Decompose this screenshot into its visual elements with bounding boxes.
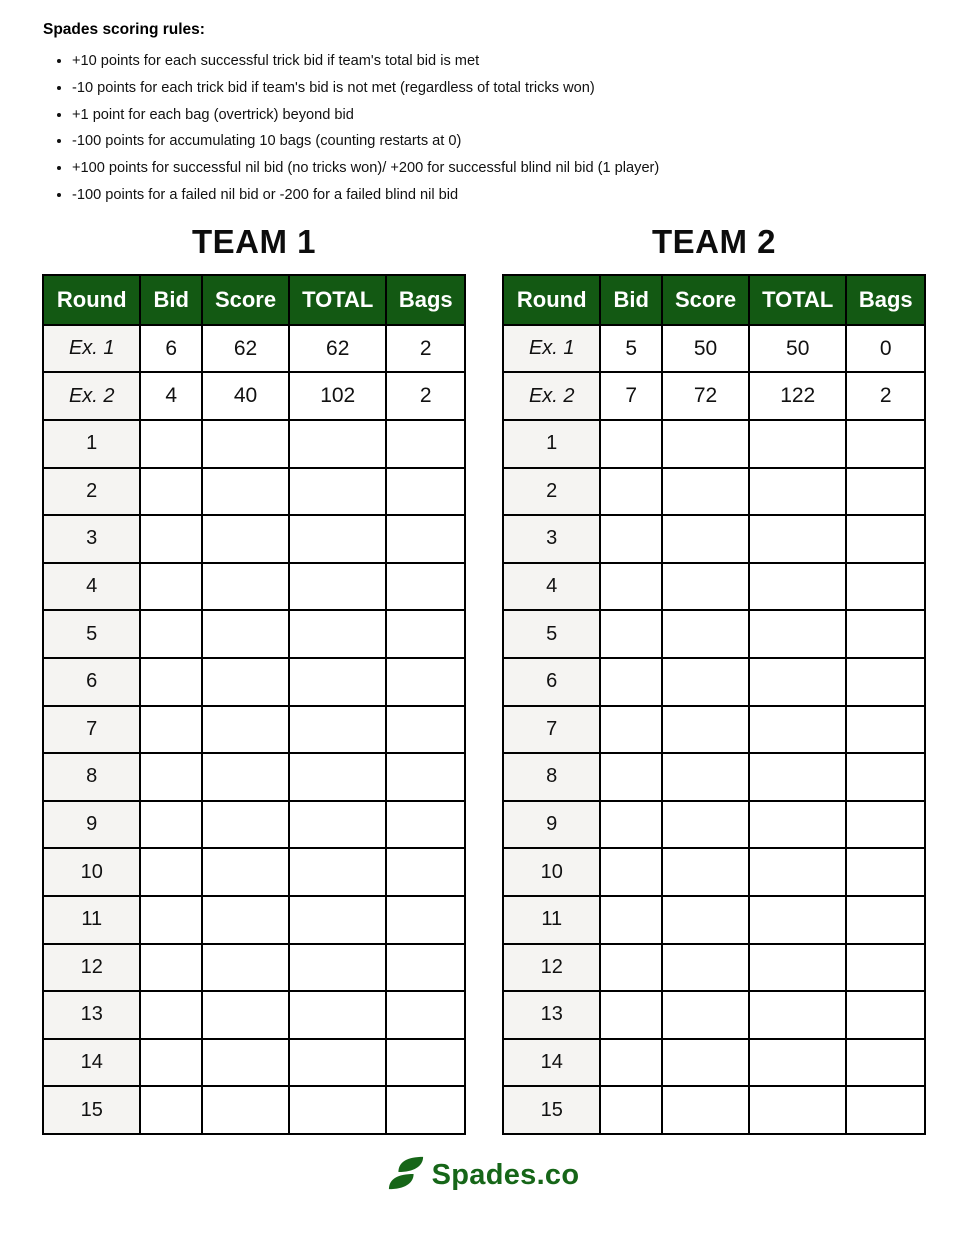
score-cell — [662, 515, 749, 563]
round-row — [43, 991, 465, 1039]
bid-cell — [600, 896, 662, 944]
bid-cell — [140, 944, 202, 992]
round-row — [43, 658, 465, 706]
bid-cell — [140, 753, 202, 801]
bags-cell — [386, 801, 465, 849]
round-row — [43, 468, 465, 516]
round-cell: 7 — [43, 706, 140, 754]
bags-cell — [846, 563, 925, 611]
total-cell — [749, 801, 846, 849]
bid-cell — [600, 658, 662, 706]
total-cell — [749, 1039, 846, 1087]
score-cell — [202, 753, 289, 801]
round-row — [503, 658, 925, 706]
round-row — [503, 1086, 925, 1134]
example-row — [43, 325, 465, 373]
bid-cell: 5 — [600, 325, 662, 373]
total-cell — [749, 848, 846, 896]
round-cell: 12 — [503, 944, 600, 992]
round-row — [43, 1039, 465, 1087]
score-cell — [662, 610, 749, 658]
bid-cell — [600, 991, 662, 1039]
header-cell-total: TOTAL — [749, 275, 846, 325]
total-cell — [749, 706, 846, 754]
score-cell: 40 — [202, 372, 289, 420]
total-cell — [289, 706, 386, 754]
bid-cell — [600, 1039, 662, 1087]
round-cell: Ex. 2 — [43, 372, 140, 420]
bid-cell — [600, 515, 662, 563]
bid-cell — [600, 753, 662, 801]
round-row — [43, 515, 465, 563]
bid-cell — [140, 896, 202, 944]
bid-cell — [140, 1039, 202, 1087]
total-cell — [289, 1086, 386, 1134]
round-cell: Ex. 2 — [503, 372, 600, 420]
score-cell — [662, 848, 749, 896]
total-cell — [289, 468, 386, 516]
bid-cell — [140, 991, 202, 1039]
score-cell — [662, 706, 749, 754]
header-cell-round: Round — [43, 275, 140, 325]
bid-cell — [600, 848, 662, 896]
score-cell: 72 — [662, 372, 749, 420]
total-cell — [289, 753, 386, 801]
total-cell: 102 — [289, 372, 386, 420]
round-row — [503, 515, 925, 563]
bags-cell — [846, 468, 925, 516]
bid-cell: 4 — [140, 372, 202, 420]
total-cell — [289, 991, 386, 1039]
bags-cell — [846, 706, 925, 754]
round-row — [503, 896, 925, 944]
total-cell: 50 — [749, 325, 846, 373]
total-cell — [289, 563, 386, 611]
round-row — [503, 848, 925, 896]
bags-cell: 2 — [846, 372, 925, 420]
bags-cell — [846, 944, 925, 992]
bags-cell — [846, 1086, 925, 1134]
round-cell: 5 — [503, 610, 600, 658]
round-cell: 8 — [43, 753, 140, 801]
round-cell: 2 — [43, 468, 140, 516]
brand-footer — [0, 1154, 966, 1197]
bags-cell — [846, 753, 925, 801]
header-cell-bid: Bid — [140, 275, 202, 325]
round-cell: 13 — [503, 991, 600, 1039]
round-cell: 1 — [503, 420, 600, 468]
bags-cell — [386, 1086, 465, 1134]
score-cell — [202, 610, 289, 658]
bid-cell — [600, 801, 662, 849]
score-cell — [662, 563, 749, 611]
bags-cell: 2 — [386, 372, 465, 420]
round-row — [43, 753, 465, 801]
round-row — [503, 801, 925, 849]
round-row — [503, 706, 925, 754]
bags-cell — [386, 515, 465, 563]
round-row — [503, 420, 925, 468]
total-cell — [749, 1086, 846, 1134]
total-cell — [749, 563, 846, 611]
bags-cell — [846, 896, 925, 944]
score-cell — [662, 801, 749, 849]
bid-cell — [600, 610, 662, 658]
bags-cell — [846, 848, 925, 896]
round-cell: 3 — [43, 515, 140, 563]
round-cell: 8 — [503, 753, 600, 801]
round-cell: 4 — [503, 563, 600, 611]
bags-cell — [846, 610, 925, 658]
score-tables-row — [42, 209, 924, 1135]
header-cell-bags: Bags — [386, 275, 465, 325]
bid-cell — [140, 801, 202, 849]
bid-cell — [140, 848, 202, 896]
total-cell — [289, 420, 386, 468]
round-cell: 7 — [503, 706, 600, 754]
bid-cell — [140, 515, 202, 563]
bags-cell — [846, 1039, 925, 1087]
total-cell: 62 — [289, 325, 386, 373]
round-cell: 3 — [503, 515, 600, 563]
round-cell: 4 — [43, 563, 140, 611]
team-2-score-table — [502, 274, 926, 1135]
score-cell — [662, 468, 749, 516]
bid-cell — [600, 468, 662, 516]
header-cell-score: Score — [662, 275, 749, 325]
header-row — [503, 275, 925, 325]
rules-title: Spades scoring rules: — [43, 21, 205, 38]
total-cell — [749, 610, 846, 658]
round-cell: 11 — [43, 896, 140, 944]
total-cell — [749, 991, 846, 1039]
team-1-score-table — [42, 274, 466, 1135]
round-row — [503, 991, 925, 1039]
bags-cell — [386, 563, 465, 611]
bags-cell — [846, 420, 925, 468]
rules-list — [43, 48, 926, 209]
round-cell: 15 — [503, 1086, 600, 1134]
round-row — [43, 420, 465, 468]
score-cell — [202, 896, 289, 944]
total-cell — [749, 420, 846, 468]
bid-cell — [140, 563, 202, 611]
header-cell-bid: Bid — [600, 275, 662, 325]
example-row — [503, 372, 925, 420]
team-1-title: TEAM 1 — [191, 222, 316, 260]
bags-cell — [386, 896, 465, 944]
total-cell — [289, 801, 386, 849]
bid-cell — [140, 706, 202, 754]
total-cell: 122 — [749, 372, 846, 420]
round-row — [503, 944, 925, 992]
round-cell: 14 — [43, 1039, 140, 1087]
bags-cell — [386, 753, 465, 801]
bid-cell: 7 — [600, 372, 662, 420]
round-row — [43, 563, 465, 611]
total-cell — [749, 515, 846, 563]
score-cell — [202, 801, 289, 849]
bid-cell — [600, 944, 662, 992]
score-cell — [202, 991, 289, 1039]
round-cell: 9 — [43, 801, 140, 849]
round-cell: 6 — [503, 658, 600, 706]
round-row — [43, 848, 465, 896]
total-cell — [289, 610, 386, 658]
total-cell — [749, 896, 846, 944]
round-cell: 9 — [503, 801, 600, 849]
score-cell: 50 — [662, 325, 749, 373]
leaf-logo-icon — [387, 1154, 425, 1197]
rules-section — [43, 21, 926, 209]
round-cell: 5 — [43, 610, 140, 658]
example-row — [503, 325, 925, 373]
round-cell: 6 — [43, 658, 140, 706]
bags-cell — [386, 1039, 465, 1087]
score-cell — [202, 563, 289, 611]
round-cell: 10 — [503, 848, 600, 896]
round-row — [43, 801, 465, 849]
round-cell: 12 — [43, 944, 140, 992]
round-row — [503, 610, 925, 658]
bags-cell — [386, 848, 465, 896]
bags-cell — [386, 658, 465, 706]
rule-item: • +1 point for each bag (overtrick) beyond bid — [72, 102, 926, 129]
total-cell — [289, 848, 386, 896]
score-cell — [202, 848, 289, 896]
total-cell — [749, 753, 846, 801]
round-cell: 2 — [503, 468, 600, 516]
bid-cell — [140, 1086, 202, 1134]
bid-cell — [600, 420, 662, 468]
header-cell-round: Round — [503, 275, 600, 325]
rule-item: • +10 points for each successful trick bid if team's total bid is met — [72, 48, 926, 75]
bags-cell: 0 — [846, 325, 925, 373]
header-cell-total: TOTAL — [289, 275, 386, 325]
total-cell — [289, 1039, 386, 1087]
score-cell — [662, 1039, 749, 1087]
score-cell — [202, 1086, 289, 1134]
score-cell — [202, 1039, 289, 1087]
rule-item: • -10 points for each trick bid if team's bid is not met (regardless of total tricks won) — [72, 75, 926, 102]
round-cell: Ex. 1 — [503, 325, 600, 373]
bags-cell — [386, 944, 465, 992]
round-cell: 11 — [503, 896, 600, 944]
round-row — [43, 944, 465, 992]
score-cell — [662, 1086, 749, 1134]
score-cell — [202, 468, 289, 516]
bags-cell — [386, 420, 465, 468]
score-cell — [202, 420, 289, 468]
total-cell — [749, 658, 846, 706]
bags-cell — [386, 610, 465, 658]
bid-cell — [600, 1086, 662, 1134]
bid-cell — [600, 706, 662, 754]
score-cell — [202, 658, 289, 706]
rule-item: • -100 points for a failed nil bid or -200 for a failed blind nil bid — [72, 182, 926, 209]
bid-cell — [140, 468, 202, 516]
bags-cell — [846, 658, 925, 706]
score-cell — [662, 944, 749, 992]
round-cell: 14 — [503, 1039, 600, 1087]
round-row — [43, 1086, 465, 1134]
header-row — [43, 275, 465, 325]
rule-item: • -100 points for accumulating 10 bags (counting restarts at 0) — [72, 128, 926, 155]
score-cell — [662, 753, 749, 801]
round-cell: 10 — [43, 848, 140, 896]
bid-cell — [140, 658, 202, 706]
round-cell: 1 — [43, 420, 140, 468]
total-cell — [749, 944, 846, 992]
rule-item: • +100 points for successful nil bid (no tricks won)/ +200 for successful blind nil bid (1 player) — [72, 155, 926, 182]
round-cell: 13 — [43, 991, 140, 1039]
total-cell — [289, 658, 386, 706]
round-row — [503, 563, 925, 611]
bid-cell: 6 — [140, 325, 202, 373]
total-cell — [289, 896, 386, 944]
example-row — [43, 372, 465, 420]
header-cell-bags: Bags — [846, 275, 925, 325]
score-cell: 62 — [202, 325, 289, 373]
score-cell — [202, 515, 289, 563]
bid-cell — [140, 420, 202, 468]
bags-cell — [846, 801, 925, 849]
score-cell — [662, 991, 749, 1039]
bags-cell — [386, 468, 465, 516]
score-cell — [662, 658, 749, 706]
team-2-section — [502, 209, 926, 1135]
total-cell — [749, 468, 846, 516]
round-row — [43, 610, 465, 658]
bid-cell — [600, 563, 662, 611]
total-cell — [289, 944, 386, 992]
header-cell-score: Score — [202, 275, 289, 325]
team-1-section — [42, 209, 466, 1135]
bags-cell — [846, 515, 925, 563]
bid-cell — [140, 610, 202, 658]
bags-cell — [386, 991, 465, 1039]
total-cell — [289, 515, 386, 563]
round-row — [503, 753, 925, 801]
bags-cell — [846, 991, 925, 1039]
bags-cell — [386, 706, 465, 754]
score-cell — [202, 706, 289, 754]
score-cell — [662, 420, 749, 468]
round-cell: Ex. 1 — [43, 325, 140, 373]
brand-name: Spades.co — [431, 1158, 580, 1191]
round-row — [43, 896, 465, 944]
bags-cell: 2 — [386, 325, 465, 373]
round-row — [503, 468, 925, 516]
round-row — [503, 1039, 925, 1087]
score-cell — [202, 944, 289, 992]
round-row — [43, 706, 465, 754]
team-2-title: TEAM 2 — [651, 222, 776, 260]
round-cell: 15 — [43, 1086, 140, 1134]
score-cell — [662, 896, 749, 944]
